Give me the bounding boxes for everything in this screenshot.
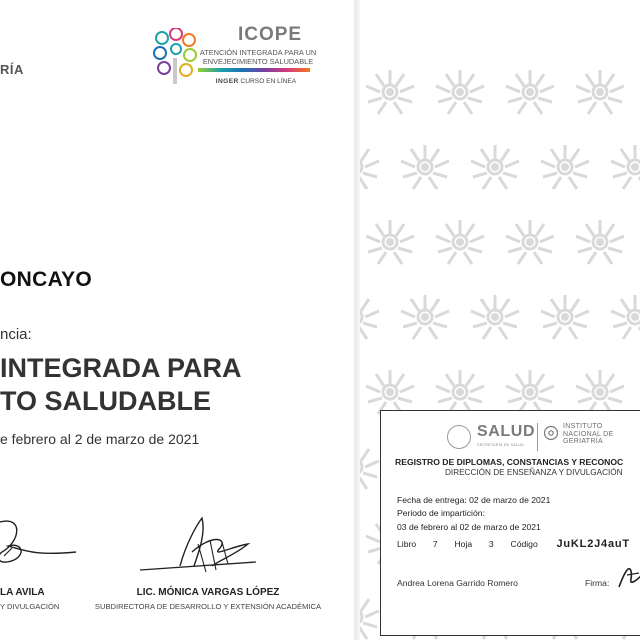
icope-logo <box>152 24 322 94</box>
signer-role-left: Y DIVULGACIÓN <box>0 602 60 611</box>
salud-inger-logo <box>447 423 640 453</box>
inger-line-2: NACIONAL DE <box>563 430 614 438</box>
register-title: REGISTRO DE DIPLOMAS, CONSTANCIAS Y RECONOC <box>395 457 624 467</box>
course-title <box>0 352 242 418</box>
salud-subtitle: SECRETARÍA DE SALUD <box>477 443 525 447</box>
signer-name-right: LIC. MÓNICA VARGAS LÓPEZ <box>136 587 280 598</box>
constancia-label: ncia: <box>0 326 32 343</box>
icope-title: ICOPE <box>237 24 303 45</box>
registration-box <box>380 410 640 636</box>
logo-divider <box>537 423 538 451</box>
code-value: JuKL2J4auT <box>556 538 630 550</box>
recipient-name: ONCAYO <box>0 268 93 291</box>
delivery-date: Fecha de entrega: 02 de marzo de 2021 <box>397 495 551 505</box>
icope-tag-rest: CURSO EN LÍNEA <box>240 78 297 85</box>
inger-line-3: GERIATRÍA <box>563 438 603 446</box>
icope-tag-inger: INGER <box>215 78 239 85</box>
code-label: Código <box>510 539 538 549</box>
organization-label: RÍA <box>0 62 24 77</box>
signer-name-left: LA AVILA <box>0 587 45 598</box>
book-label: Libro <box>397 539 417 549</box>
register-subtitle: DIRECCIÓN DE ENSEÑANZA Y DIVULGACIÓN <box>445 468 623 477</box>
period-label: Periodo de impartición: <box>397 508 485 518</box>
inger-line-1: INSTITUTO <box>563 423 603 430</box>
course-dates: e febrero al 2 de marzo de 2021 <box>0 431 200 447</box>
period-value: 03 de febrero al 02 de marzo de 2021 <box>397 522 541 532</box>
registrar-signature-image <box>615 561 640 591</box>
course-title-line2: TO SALUDABLE <box>0 386 212 416</box>
signer-role-right: SUBDIRECTORA DE DESARROLLO Y EXTENSIÓN ACADÉMICA <box>94 602 322 611</box>
registrar-name: Andrea Lorena Garrido Romero <box>397 578 518 588</box>
icope-tree-icon <box>152 28 198 84</box>
signature-label: Firma: <box>585 578 610 588</box>
course-title-line1: INTEGRADA PARA <box>0 353 242 383</box>
certificate-back <box>360 0 640 640</box>
icope-subtitle: ATENCIÓN INTEGRADA PARA UN ENVEJECIMIENTO SALUDABLE <box>199 48 317 66</box>
inger-text <box>563 423 614 446</box>
mexico-seal-icon <box>447 425 471 449</box>
page-value: 3 <box>488 539 494 549</box>
icope-color-bar <box>198 68 310 72</box>
signature-right-image <box>136 514 266 586</box>
book-page-code-row <box>397 538 630 550</box>
inger-icon <box>543 425 559 441</box>
pattern-row-1 <box>366 70 624 114</box>
book-value: 7 <box>432 539 438 549</box>
salud-word: SALUD <box>477 423 536 440</box>
page-label: Hoja <box>454 539 473 549</box>
icope-tagline <box>200 78 312 85</box>
signature-left-image <box>0 512 84 584</box>
